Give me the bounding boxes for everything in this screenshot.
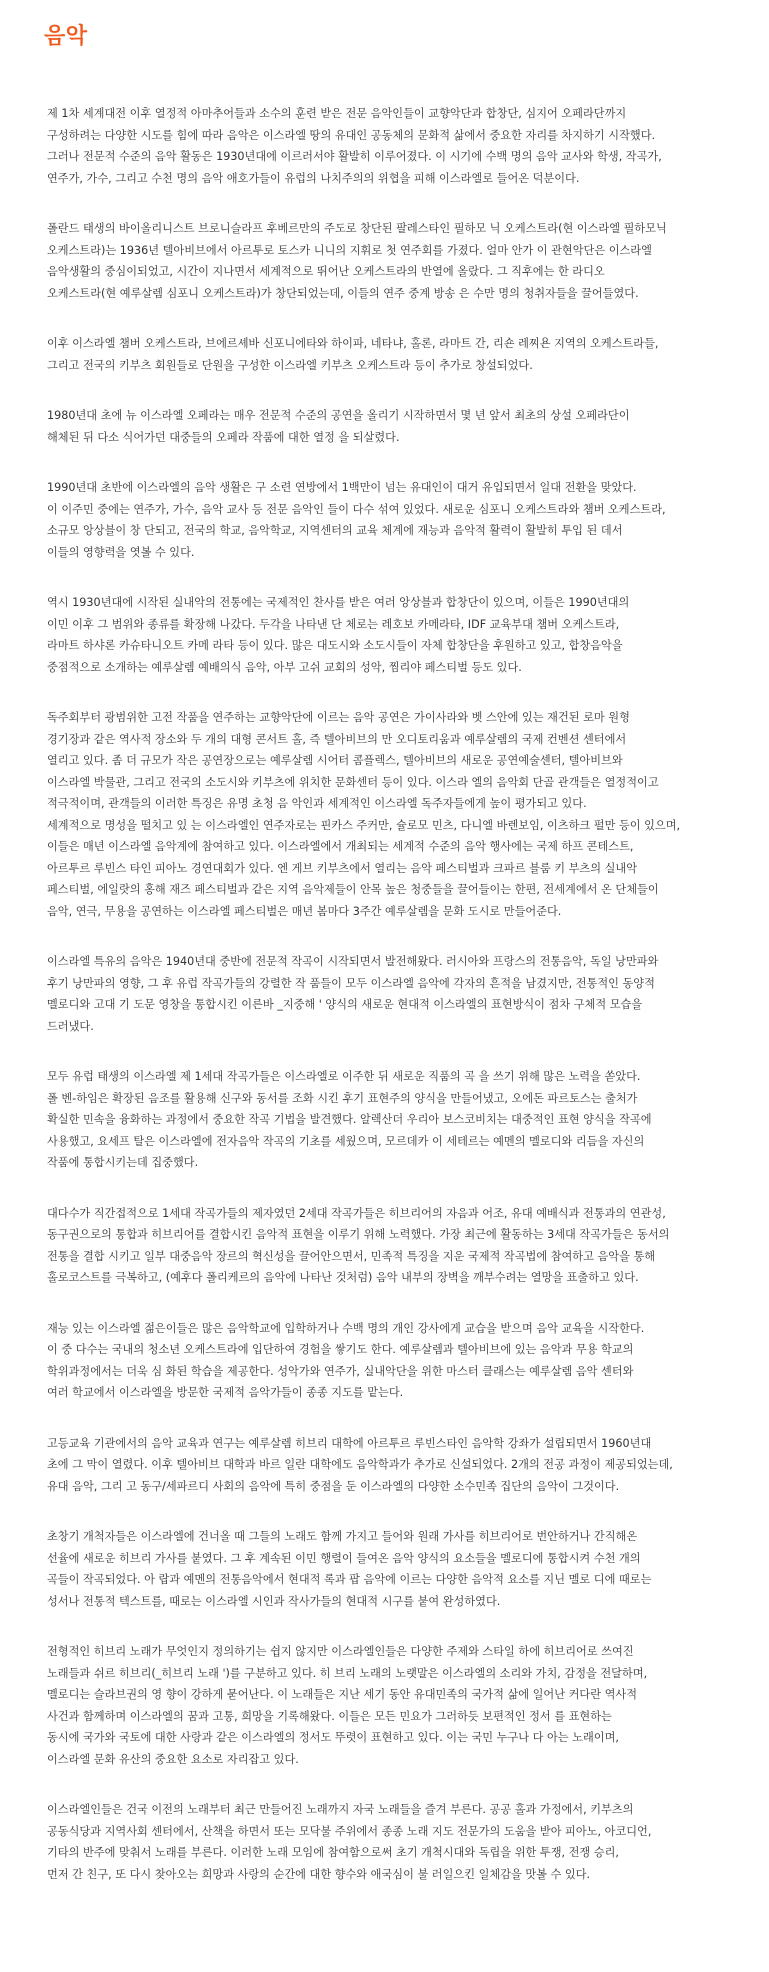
article-paragraph: 재능 있는 이스라엘 젊은이들은 많은 음악학교에 입학하거나 수백 명의 개인 강사에게 교습을 받으며 음악 교육을 시작한다. 이 중 다수는 국내의 청소년 오케스트라에 입단하여 경험을 쌓기도 한다. 예루살렘과 텔아비브에 있는 음악과 무용 학교의 학위과정에서는 더욱 심 화된 학습을 제공한다. 성악가와 연주가, 실내악단을 위한 마스터 클래스는 예루살렘 음악 센터와 여러 학교에서 이스라엘을 방문한 국제적 음악가들이 종종 지도를 맡는다. <box>47 1321 645 1399</box>
article-paragraph: 초창기 개척자들은 이스라엘에 건너올 때 그들의 노래도 함께 가지고 들어와 원래 가사를 히브리어로 번안하거나 간직해온 선율에 새로운 히브리 가사를 붙였다. 그 후 계속된 이민 행렬이 들여온 음악 양식의 요소들을 멜로디에 통합시켜 수천 개의 곡들이 작곡되었다. 아 랍과 예멘의 전통음악에서 현대적 록과 팝 음악에 이르는 다양한 음악적 요소를 지닌 멜로 디에 때로는 성서나 전통적 텍스트를, 때로는 이스라엘 시인과 작사가들의 현대적 시구를 붙여 완성하였다. <box>47 1530 652 1608</box>
article-paragraph: 이스라엘 특유의 음악은 1940년대 중반에 전문적 작곡이 시작되면서 발전해왔다. 러시아와 프랑스의 전통음악, 독일 낭만파와 후기 낭만파의 영향, 그 후 유럽 작곡가들의 강렬한 작 품들이 모두 이스라엘 음악에 각자의 흔적을 남겼지만, 전통적인 동양적 멜로디와 고대 기 도문 영창을 통합시킨 이른바 _지중해 ' 양식의 새로운 현대적 이스라엘의 표현방식이 점차 구체적 모습을 드러냈다. <box>47 955 659 1033</box>
article-paragraph: 1990년대 초반에 이스라엘의 음악 생활은 구 소련 연방에서 1백만이 넘는 유대인이 대거 유입되면서 일대 전환을 맞았다. 이 이주민 중에는 연주가, 가수, 음악 교사 등 전문 음악인 들이 다수 섞여 있었다. 새로운 심포니 오케스트라와 챔버 오케스트라, 소규모 앙상블이 창 단되고, 전국의 학교, 음악학교, 지역센터의 교육 체계에 재능과 음악적 활력이 활발히 투입 된 데서 이들의 영향력을 엿볼 수 있다. <box>47 481 666 559</box>
article-paragraph: 이후 이스라엘 챔버 오케스트라, 브에르셰바 신포니에타와 하이파, 네타냐, 홀론, 라마트 간, 리숀 레찌욘 지역의 오케스트라들, 그리고 전국의 키부츠 회원들로 단원을 구성한 이스라엘 키부츠 오케스트라 등이 추가로 창설되었다. <box>47 337 659 372</box>
article-body <box>47 103 747 1885</box>
page-title: 음악 <box>44 24 88 49</box>
article-paragraph: 이스라엘인들은 건국 이전의 노래부터 최근 만들어진 노래까지 자국 노래들을 즐겨 부른다. 공공 홀과 가정에서, 키부츠의 공동식당과 지역사회 센터에서, 산책을 하면서 또는 모닥불 주위에서 종종 노래 지도 전문가의 도움을 받아 피아노, 아코디언, 기타의 반주에 맞춰서 노래를 부른다. 이러한 노래 모임에 참여함으로써 초기 개척시대와 독립을 위한 투쟁, 전쟁 승리, 먼저 간 친구, 또 다시 찾아오는 희망과 사랑의 순간에 대한 향수와 애국심이 불 러일으킨 일체감을 맛볼 수 있다. <box>47 1803 652 1881</box>
article-paragraph: 대다수가 직간접적으로 1세대 작곡가들의 제자였던 2세대 작곡가들은 히브리어의 자음과 어조, 유대 예배식과 전통과의 연관성, 동구권으로의 통합과 히브리어를 결합시킨 음악적 표현을 이루기 위해 노력했다. 가장 최근에 활동하는 3세대 작곡가들은 동서의 전통을 결합 시키고 일부 대중음악 장르의 혁신성을 끌어안으면서, 민족적 특징을 지운 국제적 작곡법에 참여하고 음악을 통해 홀로코스트를 극복하고, (예후다 폴리케르의 음악에 나타난 것처럼) 음악 내부의 장벽을 깨부수려는 열망을 표출하고 있다. <box>47 1206 670 1284</box>
article-paragraph: 역시 1930년대에 시작된 실내악의 전통에는 국제적인 찬사를 받은 여러 앙상블과 합창단이 있으며, 이들은 1990년대의 이민 이후 그 범위와 종류를 확장해 나갔다. 두각을 나타낸 단 체로는 레호보 카메라타, IDF 교육부대 챔버 오케스트라, 라마트 하샤론 카슈타니오트 카메 라타 등이 있다. 많은 대도시와 소도시들이 자체 합창단을 후원하고 있고, 합창음악을 중점적으로 소개하는 예루살렘 예배의식 음악, 아부 고쉬 교회의 성악, 찜리야 페스티벌 등도 있다. <box>47 596 630 674</box>
article-paragraph: 독주회부터 광범위한 고전 작품을 연주하는 교향악단에 이르는 음악 공연은 가이사라와 벳 스안에 있는 재건된 로마 원형 경기장과 같은 역사적 장소와 두 개의 대형 콘서트 홀, 즉 텔아비브의 만 오디토리움과 예루살렘의 국제 컨벤션 센터에서 열리고 있다. 좀 더 규모가 작은 공연장으로는 예루살렘 시어터 콤플렉스, 텔아비브의 새로운 공연예술센터, 텔아비브와 이스라엘 박물관, 그리고 전국의 소도시와 키부츠에 위치한 문화센터 등이 있다. 이스라 엘의 음악회 단골 관객들은 열정적이고 적극적이며, 관객들의 이러한 특징은 유명 초청 음 악인과 세계적인 이스라엘 독주자들에게 높이 평가되고 있다. 세계적으로 명성을 떨치고 있 는 이스라엘인 연주자로는 핀카스 주커만, 슐로모 민츠, 다니엘 바렌보임, 이츠하크 펄만 등이 있으며, 이들은 매년 이스라엘 음악계에 참여하고 있다. 이스라엘에서 개최되는 세계적 수준의 음악 행사에는 국제 하프 콘테스트, 아르투르 루빈스 타인 피아노 경연대회가 있다. 엔 게브 키부츠에서 열리는 음악 페스티벌과 크파르 블룸 키 부츠의 실내악 페스티벌, 에일랏의 홍해 재즈 페스티벌과 같은 지역 음악제들이 안목 높은 청중들을 끌어들이는 한편, 전세계에서 온 단체들이 음악, 연극, 무용을 공연하는 이스라엘 페스티벌은 매년 봄마다 3주간 예루살렘을 문화 도시로 만들어준다. <box>47 711 681 918</box>
article-paragraph: 폴란드 태생의 바이올리니스트 브로니슬라프 후베르만의 주도로 창단된 팔레스타인 필하모 닉 오케스트라(현 이스라엘 필하모닉 오케스트라)는 1936년 텔아비브에서 아르투로 토스카 니니의 지휘로 첫 연주회를 가졌다. 얼마 안가 이 관현악단은 이스라엘 음악생활의 중심이되었고, 시간이 지나면서 세계적으로 뛰어난 오케스트라의 반열에 올랐다. 그 직후에는 한 라디오 오케스트라(현 예루살렘 심포니 오케스트라)가 창단되었는데, 이들의 연주 중계 방송 은 수만 명의 청취자들을 끌어들였다. <box>47 222 667 300</box>
article-paragraph: 1980년대 초에 뉴 이스라엘 오페라는 매우 전문적 수준의 공연을 올리기 시작하면서 몇 년 앞서 최초의 상설 오페라단이 해체된 뒤 다소 식어가던 대중들의 오페라 작품에 대한 열정 을 되살렸다. <box>47 409 630 444</box>
article-paragraph: 고등교육 기관에서의 음악 교육과 연구는 예루살렘 히브리 대학에 아르투르 루빈스타인 음악학 강좌가 설립되면서 1960년대 초에 그 막이 열렸다. 이후 텔아비브 대학과 바르 일란 대학에도 음악학과가 추가로 신설되었다. 2개의 전공 과정이 제공되었는데, 유대 음악, 그리 고 동구/세파르디 사회의 음악에 특히 중점을 둔 이스라엘의 다양한 소수민족 집단의 음악이 그것이다. <box>47 1436 673 1493</box>
article-paragraph: 제 1차 세계대전 이후 열정적 아마추어들과 소수의 훈련 받은 전문 음악인들이 교향악단과 합창단, 심지어 오페라단까지 구성하려는 다양한 시도를 힘에 따라 음악은 이스라엘 땅의 유대인 공동체의 문화적 삶에서 중요한 자리를 차지하기 시작했다. 그러나 전문적 수준의 음악 활동은 1930년대에 이르러서야 활발히 이루어졌다. 이 시기에 수백 명의 음악 교사와 학생, 작곡가, 연주가, 가수, 그리고 수천 명의 음악 애호가들이 유럽의 나치주의의 위협을 피해 이스라엘로 들어온 덕분이다. <box>47 107 662 185</box>
article-paragraph: 전형적인 히브리 노래가 무엇인지 정의하기는 쉽지 않지만 이스라엘인들은 다양한 주제와 스타일 하에 히브리어로 쓰여진 노래들과 쉬르 히브리(_히브리 노래 ')를 구분하고 있다. 히 브리 노래의 노랫말은 이스라엘의 소리와 가치, 감정을 전달하며, 멜로디는 슬라브권의 영 향이 강하게 묻어난다. 이 노래들은 지난 세기 동안 유대민족의 국가적 삶에 일어난 커다란 역사적 사건과 함께하며 이스라엘의 꿈과 고통, 희망을 기록해왔다. 이들은 모든 민요가 그러하듯 보편적인 정서 를 표현하는 동시에 국가와 국토에 대한 사랑과 같은 이스라엘의 정서도 뚜렷이 표현하고 있다. 이는 국민 누구나 다 아는 노래이며, 이스라엘 문화 유산의 중요한 요소로 자리잡고 있다. <box>47 1645 648 1766</box>
article-paragraph: 모두 유럽 태생의 이스라엘 제 1세대 작곡가들은 이스라엘로 이주한 뒤 새로운 직품의 곡 을 쓰기 위해 많은 노력을 쏟았다. 폴 벤-하임은 확장된 음조를 활용해 신구와 동서를 조화 시킨 후기 표현주의 양식을 만들어냈고, 오에돈 파르토스는 출처가 확실한 민속을 융화하는 과정에서 중요한 작곡 기법을 발견했다. 알렉산더 우리아 보스코비치는 대중적인 표현 양식을 작곡에 사용했고, 요세프 탈은 이스라엘에 전자음악 작곡의 기초를 세웠으며, 모르데카 이 세테르는 예멘의 멜로디와 리듬을 자신의 작품에 통합시키는데 집중했다. <box>47 1070 652 1169</box>
